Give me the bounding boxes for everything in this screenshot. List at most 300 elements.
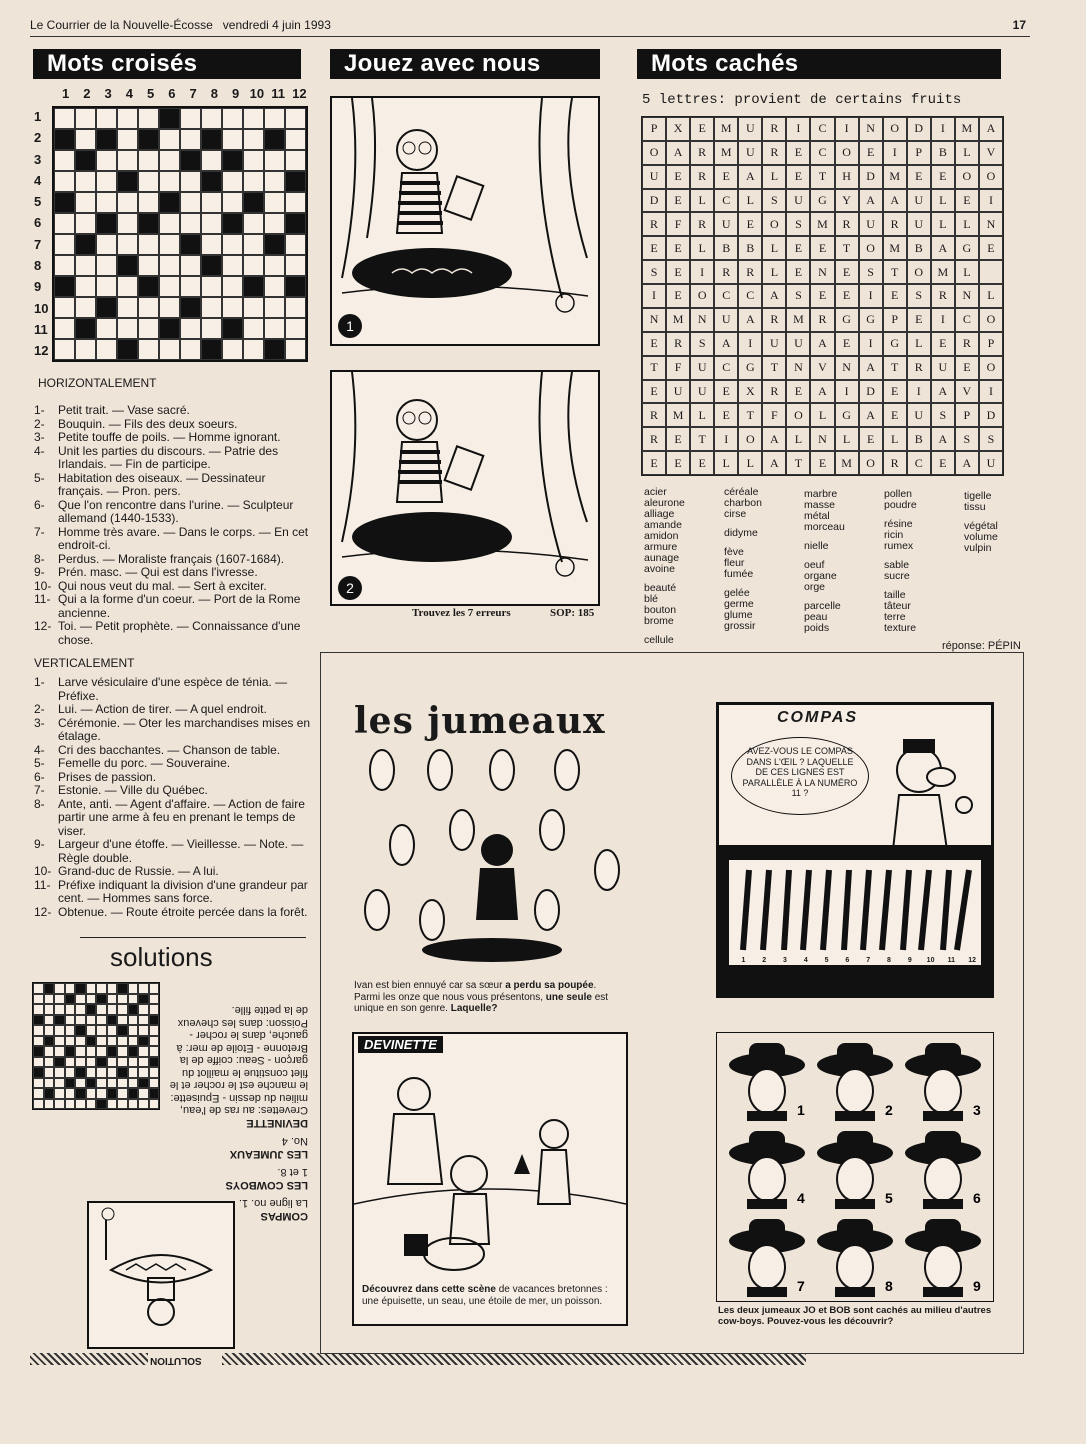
solution-cell (96, 994, 107, 1005)
wordsearch-cell: R (642, 427, 666, 451)
cowboys-text-b: Pouvez-vous les découvrir? (767, 1316, 894, 1327)
crossword-cell (117, 129, 138, 150)
crossword-cell (54, 171, 75, 192)
cowboy-hat-crown (749, 1219, 785, 1241)
solution-cell (117, 1067, 128, 1078)
solution-cell (33, 983, 44, 994)
wordsearch-cell: P (883, 308, 907, 332)
compas-number: 3 (783, 957, 787, 964)
cowboy-figure (817, 1219, 893, 1297)
crossword-row-number: 2 (34, 130, 42, 146)
word-item: germe (724, 598, 754, 610)
clue-item (34, 593, 312, 620)
crossword-cell (180, 129, 201, 150)
crossword-cell (54, 234, 75, 255)
crossword-cell (75, 192, 96, 213)
solution-cell (65, 983, 76, 994)
solution-cell (107, 1078, 118, 1089)
crossword-cell (117, 192, 138, 213)
crossword-cell (201, 318, 222, 339)
wordsearch-cell: O (883, 117, 907, 141)
wordsearch-cell: E (666, 284, 690, 308)
wordsearch-cell: L (786, 427, 810, 451)
clue-item (34, 703, 312, 717)
solution-cell (138, 1067, 149, 1078)
solution-cell (138, 983, 149, 994)
wordsearch-cell: E (642, 451, 666, 475)
solution-cell (86, 1025, 97, 1036)
clue-text: Toi. — Petit prophète. — Connaissance d'une chose. (58, 619, 301, 647)
compas-number: 9 (907, 957, 912, 964)
solution-cell (65, 1036, 76, 1047)
solution-cell (75, 1078, 86, 1089)
solution-cell (65, 1025, 76, 1036)
wordsearch-cell: U (907, 189, 931, 213)
wordsearch-cell: N (835, 356, 859, 380)
clue-number: 9- (34, 837, 45, 851)
compas-speech-bubble: AVEZ-VOUS LE COMPAS DANS L'ŒIL ? LAQUELLE DE CES LIGNES EST PARALLÈLE À LA NUMÉRO 11 ? (731, 737, 869, 815)
issue-date: vendredi 4 juin 1993 (222, 18, 331, 32)
wordsearch-cell: E (883, 403, 907, 427)
wordsearch-cell: R (907, 356, 931, 380)
wordsearch-cell: E (714, 165, 738, 189)
wordsearch-cell: E (859, 427, 883, 451)
clue-text: Perdus. — Moraliste français (1607-1684). (58, 551, 285, 566)
wordsearch-cell: R (738, 260, 762, 284)
solution-cell (117, 1025, 128, 1036)
crossword-cell (243, 171, 264, 192)
crossword-cell (222, 255, 243, 276)
cowboy-hat-crown (925, 1219, 961, 1241)
jumeaux-text-b: a perdu sa poupée (505, 980, 594, 991)
crossword-cell (75, 129, 96, 150)
solution-cell (75, 994, 86, 1005)
clue-text: Lui. — Action de tirer. — A quel endroit. (58, 702, 267, 716)
solution-cell (138, 1057, 149, 1068)
solutions-grid (32, 982, 160, 1110)
solution-cell (117, 1099, 128, 1110)
crossword-cell (264, 276, 285, 297)
clue-item (34, 472, 312, 499)
wordsearch-title: 5 lettres: provient de certains fruits (642, 92, 962, 108)
cowboy-scarf (747, 1287, 787, 1297)
word-item: sucre (884, 570, 910, 582)
wordsearch-cell: U (714, 212, 738, 236)
wordsearch-cell: G (859, 308, 883, 332)
compas-number: 6 (845, 957, 850, 964)
solution-cell (54, 1046, 65, 1057)
word-item: terre (884, 611, 906, 623)
wordsearch-cell: N (955, 284, 979, 308)
wordsearch-cell: G (810, 189, 834, 213)
compas-number: 12 (968, 957, 977, 964)
word-item: orge (804, 581, 826, 593)
footer-hatch-right (222, 1353, 806, 1365)
crossword-cell (243, 318, 264, 339)
clue-item (34, 418, 312, 432)
jumeaux-text-a: Ivan est bien ennuyé car sa sœur (354, 980, 506, 991)
solution-cell (96, 1046, 107, 1057)
crossword-cell (96, 276, 117, 297)
crossword-cell (117, 108, 138, 129)
word-item: peau (804, 611, 828, 623)
wordsearch-cell: E (786, 380, 810, 404)
cowboy-scarf (747, 1111, 787, 1121)
masthead (30, 16, 1026, 36)
wordsearch-cell: E (907, 308, 931, 332)
crossword-cell (138, 150, 159, 171)
wordsearch-cell: R (762, 117, 786, 141)
compas-number: 10 (926, 957, 935, 964)
wordsearch-cell: E (931, 165, 955, 189)
crossword-cell (180, 213, 201, 234)
wordsearch-cell (979, 260, 1003, 284)
solution-cell (117, 994, 128, 1005)
word-item: marbre (804, 488, 838, 500)
wordsearch-cell: L (690, 189, 714, 213)
wordsearch-cell: R (883, 212, 907, 236)
clue-number: 3- (34, 715, 45, 730)
wordsearch-cell: A (859, 356, 883, 380)
crossword-cell (138, 234, 159, 255)
crossword-row-number: 12 (34, 343, 49, 359)
cowboy-number: 6 (973, 1190, 981, 1206)
cowboy-figure (729, 1131, 805, 1209)
crossword-cell (117, 213, 138, 234)
wordsearch-cell: C (738, 284, 762, 308)
wordsearch-cell: L (835, 427, 859, 451)
solution-line: LES JUMEAUX (229, 1148, 308, 1160)
crossword-cell (96, 318, 117, 339)
clue-text: Obtenue. — Route étroite percée dans la forêt. (58, 904, 308, 919)
crossword-cell (180, 318, 201, 339)
wordsearch-cell: S (786, 284, 810, 308)
cowboy-face (925, 1157, 961, 1201)
solution-cell (117, 1078, 128, 1089)
word-list-col-2 (724, 487, 762, 632)
crossword-cell (138, 192, 159, 213)
solution-cell (65, 1088, 76, 1099)
solution-cell (107, 1004, 118, 1015)
cowboy-number: 2 (885, 1102, 893, 1118)
clue-number: 4- (34, 742, 45, 757)
cowboy-face (925, 1069, 961, 1113)
crossword-cell (264, 318, 285, 339)
compas-number: 11 (947, 957, 956, 964)
wordsearch-cell: I (979, 189, 1003, 213)
solution-cell (86, 1078, 97, 1089)
crossword-col-number: 3 (104, 86, 112, 101)
crossword-cell (138, 108, 159, 129)
wordsearch-cell: E (690, 451, 714, 475)
jumeaux-illustration (352, 740, 630, 974)
solution-cell (117, 1015, 128, 1026)
compas-number: 2 (762, 957, 767, 964)
wordsearch-cell: T (883, 356, 907, 380)
game-panel-1 (330, 96, 600, 346)
clue-text: Préfixe indiquant la division d'une grandeur par cent. — Hommes sans force. (58, 877, 308, 905)
clue-number: 10- (34, 864, 52, 878)
crossword-grid (52, 106, 308, 362)
word-item: morceau (804, 521, 845, 533)
wordsearch-cell: E (666, 189, 690, 213)
solution-cell (44, 983, 55, 994)
wordsearch-cell: T (762, 356, 786, 380)
wordsearch-cell: L (762, 165, 786, 189)
devinette-illustration (354, 1054, 626, 1284)
wordsearch-cell: D (907, 117, 931, 141)
solution-cell (65, 1057, 76, 1068)
word-item: fumée (724, 568, 754, 580)
cowboy-hat-crown (925, 1043, 961, 1065)
wordsearch-cell: A (738, 308, 762, 332)
crossword-cell (96, 255, 117, 276)
crossword-cell (243, 129, 264, 150)
crossword-col-number: 11 (271, 86, 285, 101)
wordsearch-cell: M (714, 117, 738, 141)
clue-number: 2- (34, 416, 45, 431)
clue-number: 3- (34, 430, 45, 444)
wordsearch-cell: L (931, 212, 955, 236)
wordsearch-cell: L (714, 451, 738, 475)
wordsearch-cell: A (762, 284, 786, 308)
wordsearch-cell: A (810, 332, 834, 356)
wordsearch-cell: N (979, 212, 1003, 236)
solution-cell (75, 1057, 86, 1068)
solution-cell (138, 1036, 149, 1047)
clue-number: 5- (34, 756, 45, 770)
cowboy-scarf (835, 1287, 875, 1297)
cowboy-scarf (923, 1199, 963, 1209)
crossword-cell (285, 318, 306, 339)
crossword-cell (117, 171, 138, 192)
page-number: 17 (1012, 18, 1026, 32)
cowboy-number: 5 (885, 1190, 893, 1206)
wordsearch-cell: B (738, 236, 762, 260)
jumeaux-text-c: . Parmi les onze que nous vous présentons, (354, 980, 597, 1003)
solution-cell (96, 1015, 107, 1026)
clue-number: 1- (34, 403, 45, 417)
solution-cell (65, 1046, 76, 1057)
crossword-cell (117, 297, 138, 318)
word-item: aleurone (644, 497, 685, 509)
crossword-cell (264, 339, 285, 360)
solution-cell (75, 1099, 86, 1110)
wordsearch-cell: L (979, 284, 1003, 308)
wordsearch-cell: E (738, 212, 762, 236)
wordsearch-cell: E (835, 284, 859, 308)
cowboy-scarf (835, 1111, 875, 1121)
crossword-cell (222, 297, 243, 318)
crossword-cell (159, 255, 180, 276)
cowboy-number: 4 (797, 1190, 805, 1206)
crossword-col-number: 12 (292, 86, 307, 101)
solution-cell (128, 1088, 139, 1099)
solution-cell (44, 1025, 55, 1036)
clue-text: Petite touffe de poils. — Homme ignorant. (58, 430, 281, 444)
solution-cell (44, 994, 55, 1005)
wordsearch-cell: O (979, 356, 1003, 380)
wordsearch-cell: C (714, 189, 738, 213)
word-list-col-3 (804, 489, 845, 634)
crossword-cell (201, 150, 222, 171)
wordsearch-cell: G (835, 403, 859, 427)
solution-cell (149, 1015, 160, 1026)
solution-cell (75, 1025, 86, 1036)
cowboy-scarf (923, 1111, 963, 1121)
solution-cell (96, 1067, 107, 1078)
wordsearch-cell: O (955, 165, 979, 189)
solution-cell (149, 1057, 160, 1068)
wordsearch-cell: G (738, 356, 762, 380)
wordsearch-cell: A (762, 451, 786, 475)
solution-cell (128, 1099, 139, 1110)
wordsearch-cell: O (762, 212, 786, 236)
solution-cell (86, 1036, 97, 1047)
wordsearch-cell: U (931, 356, 955, 380)
solution-line: La ligne no. 1. (238, 1197, 308, 1210)
compas-number: 5 (824, 957, 829, 964)
word-item: glume (724, 609, 753, 621)
word-item: ricin (884, 529, 904, 541)
solution-cell (33, 1046, 44, 1057)
cowboy-number: 9 (973, 1278, 981, 1294)
wordsearch-cell: T (883, 260, 907, 284)
wordsearch-cell: T (738, 403, 762, 427)
wordsearch-cell: U (666, 380, 690, 404)
crossword-cell (285, 213, 306, 234)
solution-line: DEVINETTE (246, 1117, 308, 1129)
word-item: végétal (964, 520, 998, 532)
clue-number: 11- (34, 592, 51, 606)
solution-footer: SOLUTION (150, 1355, 202, 1366)
clue-text: Que l'on rencontre dans l'urine. — Sculpteur allemand (1440-1533). (58, 497, 294, 525)
wordsearch-cell: C (955, 308, 979, 332)
crossword-cell (75, 171, 96, 192)
crossword-cell (96, 297, 117, 318)
wordsearch-cell: M (666, 308, 690, 332)
crossword-cell (264, 255, 285, 276)
solution-cell (33, 1088, 44, 1099)
cowboy-number: 8 (885, 1278, 893, 1294)
wordsearch-cell: O (690, 284, 714, 308)
wordsearch-cell: D (859, 380, 883, 404)
wordsearch-cell: O (907, 260, 931, 284)
crossword-cell (159, 108, 180, 129)
crossword-cell (138, 129, 159, 150)
clue-item (34, 553, 312, 567)
wordsearch-cell: B (931, 141, 955, 165)
crossword-col-number: 5 (147, 86, 155, 101)
clue-number: 6- (34, 497, 45, 512)
solution-cell (107, 1046, 118, 1057)
solution-cell (44, 1015, 55, 1026)
solution-cell (128, 1025, 139, 1036)
solution-illustration (86, 1200, 236, 1350)
wordsearch-cell: L (810, 403, 834, 427)
solution-line: No. 4 (281, 1135, 308, 1148)
wordsearch-cell: C (714, 356, 738, 380)
solution-cell (86, 1015, 97, 1026)
wordsearch-cell: E (883, 380, 907, 404)
wordsearch-cell: E (786, 236, 810, 260)
crossword-cell (159, 129, 180, 150)
clue-number: 5- (34, 470, 45, 485)
solution-cell (33, 1057, 44, 1068)
word-item: masse (804, 499, 835, 511)
cowboy-number: 7 (797, 1278, 805, 1294)
word-item: didyme (724, 527, 758, 539)
crossword-cell (264, 171, 285, 192)
solution-cell (96, 1078, 107, 1089)
crossword-cell (222, 234, 243, 255)
wordsearch-cell: A (666, 141, 690, 165)
crossword-row-number: 9 (34, 279, 42, 295)
crossword-cell (264, 234, 285, 255)
wordsearch-cell: I (835, 380, 859, 404)
cowboy-hat-crown (925, 1131, 961, 1153)
crossword-col-number: 9 (232, 86, 240, 101)
word-item: fleur (724, 557, 745, 569)
solution-cell (75, 1067, 86, 1078)
word-item: volume (964, 531, 998, 543)
wordsearch-cell: E (666, 236, 690, 260)
jumeaux-text-f: Laquelle? (450, 1003, 498, 1014)
clue-number: 8- (34, 551, 45, 566)
solutions-title: solutions (110, 942, 213, 972)
crossword-row-number: 6 (34, 215, 42, 231)
solution-cell (44, 1046, 55, 1057)
solution-cell (149, 1088, 160, 1099)
solutions-rule (80, 937, 306, 938)
solution-cell (96, 1025, 107, 1036)
word-item: beauté (644, 582, 677, 594)
wordsearch-cell: S (931, 403, 955, 427)
wordsearch-cell: E (883, 284, 907, 308)
crossword-cell (285, 297, 306, 318)
solution-line: Crevettes: au ras de l'eau, milieu du dessin - Epuisette: le manche est le rocher et le filet constitue le maillot du garçon - Seau: coiffe de la Bretonne - Etoile de mer: à gauche, dans le rocher - Poisson: dans les cheveux de la petite fille. (169, 1004, 308, 1117)
clue-number: 9- (34, 565, 45, 579)
wordsearch-cell: P (955, 403, 979, 427)
solution-cell (86, 1067, 97, 1078)
crossword-cell (75, 318, 96, 339)
cowboy-scarf (747, 1199, 787, 1209)
devinette-panel (352, 1032, 628, 1326)
crossword-cell (222, 129, 243, 150)
crossword-cell (54, 129, 75, 150)
solution-cell (107, 1025, 118, 1036)
wordsearch-cell: I (835, 117, 859, 141)
word-item: fève (724, 546, 744, 558)
word-item: tâteur (884, 600, 911, 612)
solution-cell (33, 1078, 44, 1089)
clue-item (34, 784, 312, 798)
wordsearch-cell: N (810, 260, 834, 284)
crossword-cell (222, 192, 243, 213)
solution-cell (149, 1025, 160, 1036)
crossword-cell (117, 339, 138, 360)
solution-cell (117, 1036, 128, 1047)
compas-character-icon (869, 725, 989, 855)
crossword-cell (75, 108, 96, 129)
wordsearch-cell: A (738, 165, 762, 189)
clue-item (34, 838, 312, 865)
clue-number: 1- (34, 675, 45, 689)
solution-cell (54, 1067, 65, 1078)
solution-cell (138, 1099, 149, 1110)
wordsearch-cell: O (738, 427, 762, 451)
vertical-clues (34, 676, 312, 919)
